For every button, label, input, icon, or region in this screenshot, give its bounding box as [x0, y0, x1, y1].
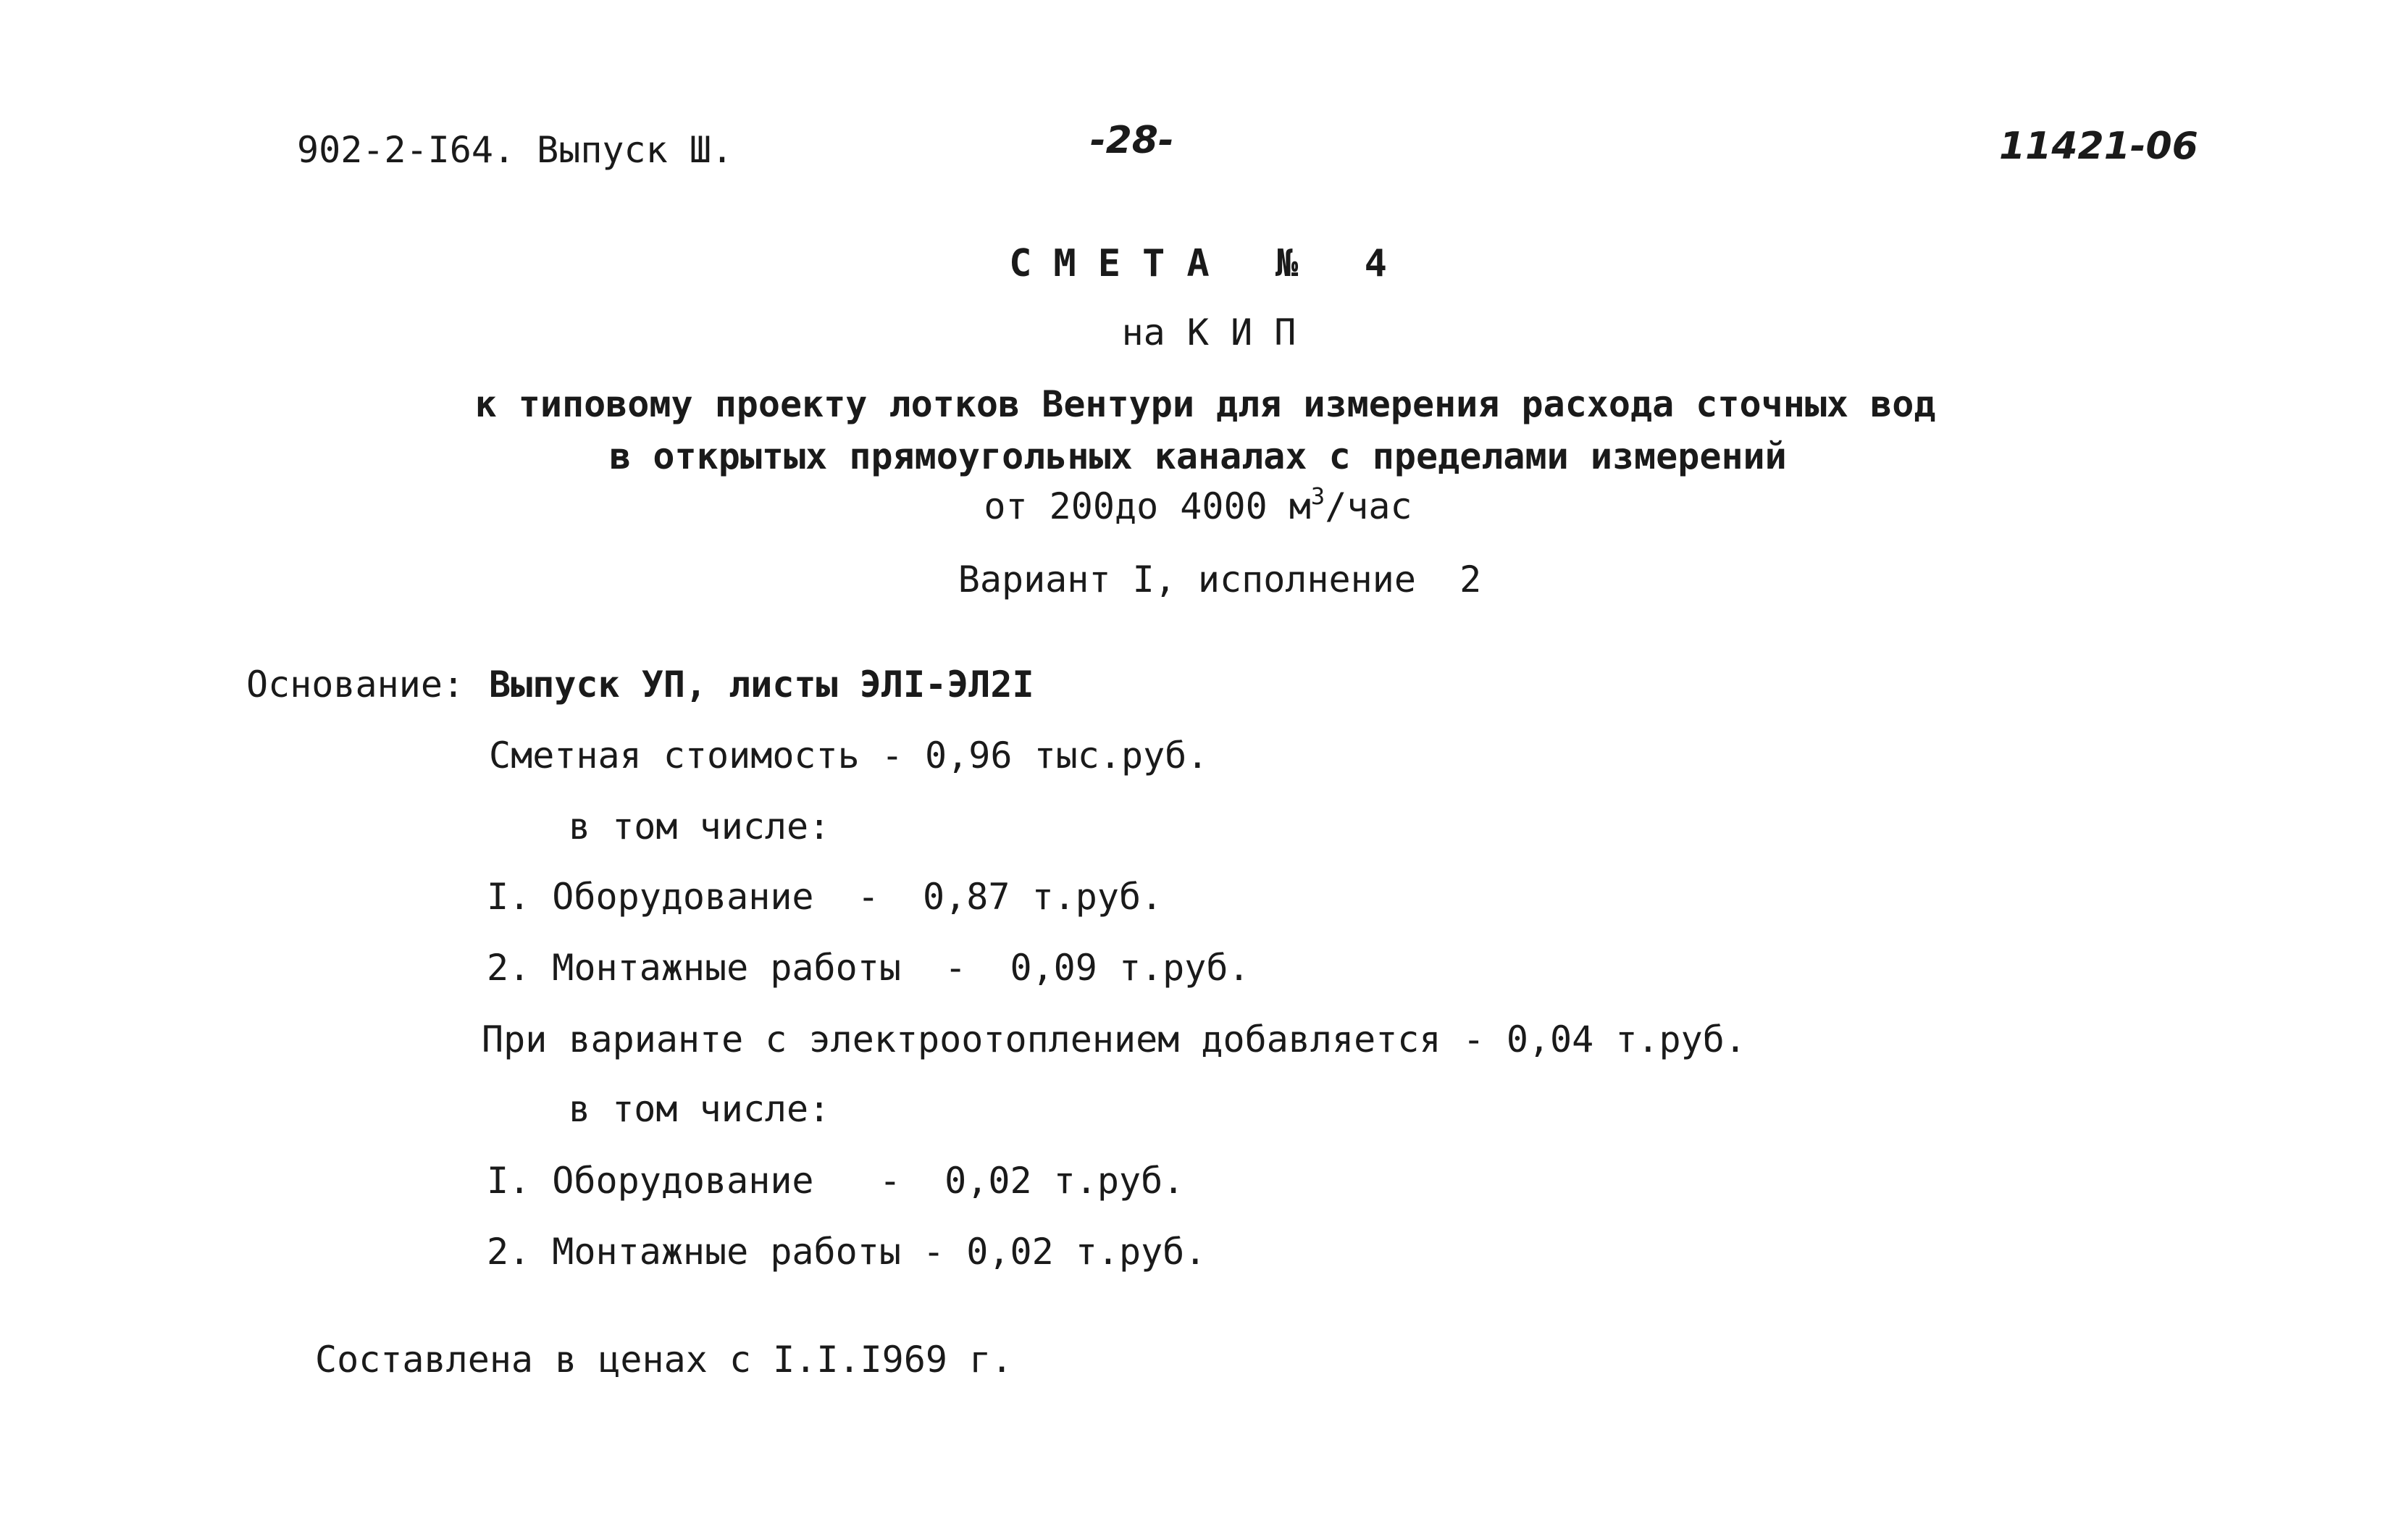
project-line-3 — [0, 482, 2396, 527]
unit-exponent: 3 — [1310, 482, 1325, 510]
page-number: -28- — [1090, 119, 1174, 162]
equipment-cost-2: I. Оборудование - 0,02 т.руб. — [487, 1160, 1185, 1202]
flow-range: от 200до 4000 м — [984, 485, 1311, 527]
prices-note: Составлена в ценах с I.I.I969 г. — [315, 1339, 1013, 1381]
variant-line: Вариант I, исполнение 2 — [958, 558, 1482, 600]
total-cost: Сметная стоимость - 0,96 тыс.руб. — [489, 735, 1209, 777]
estimate-heading: СМЕТА № 4 — [1009, 242, 1409, 285]
document-code: 902-2-I64. Выпуск Ш. — [297, 129, 734, 171]
basis-label: Основание: — [246, 664, 465, 706]
installation-cost-1: 2. Монтажные работы - 0,09 т.руб. — [487, 947, 1250, 989]
project-line-2: в открытых прямоугольных каналах с пределами измерений — [609, 435, 1787, 477]
including-label-1: в том числе: — [569, 805, 831, 848]
estimate-subject: на К И П — [1121, 311, 1297, 353]
including-label-2: в том числе: — [569, 1088, 831, 1130]
flow-unit: /час — [1325, 485, 1412, 527]
equipment-cost-1: I. Оборудование - 0,87 т.руб. — [487, 876, 1163, 918]
basis-value: Выпуск УП, листы ЭЛI-ЭЛ2I — [489, 664, 1034, 706]
project-line-1: к типовому проекту лотков Вентури для измерения расхода сточных вод — [474, 383, 1936, 425]
electric-heating-addition: При варианте с электроотоплением добавляется - 0,04 т.руб. — [482, 1018, 1746, 1060]
archive-number: 11421-06 — [1999, 125, 2198, 168]
installation-cost-2: 2. Монтажные работы - 0,02 т.руб. — [487, 1231, 1207, 1273]
